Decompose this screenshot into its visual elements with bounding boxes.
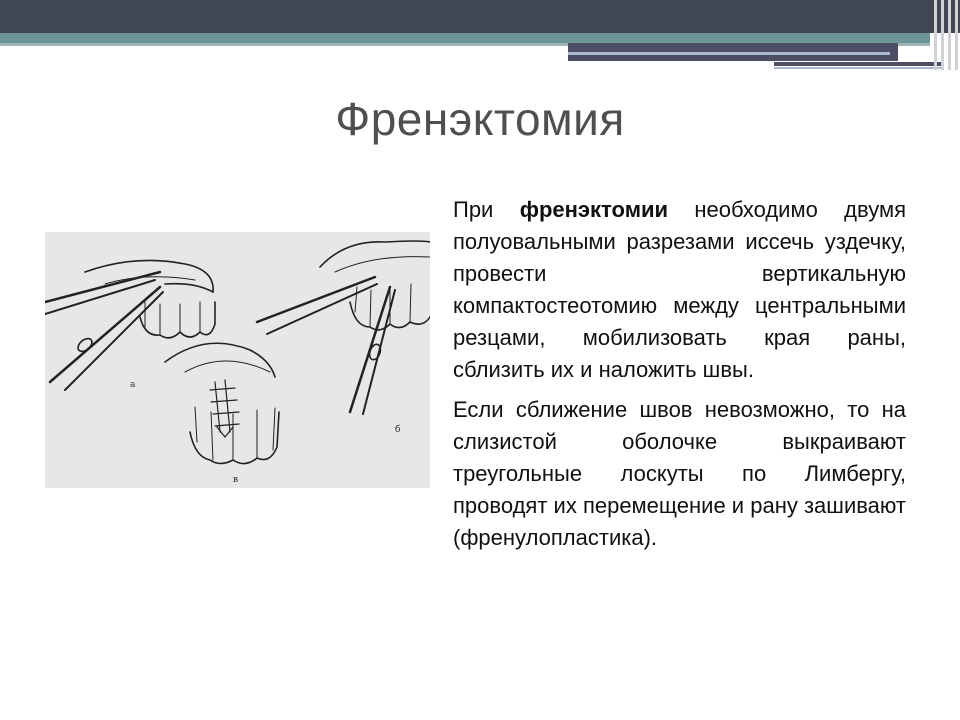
frenectomy-illustration bbox=[45, 232, 430, 488]
paragraph-2: Если сближение швов невозможно, то на слизистой оболочке выкраивают треугольные лоскуты по Лимбергу, проводят их перемещение и рану зашивают (френулопластика). bbox=[453, 397, 906, 550]
slide-body-text bbox=[453, 194, 906, 562]
header-stripes bbox=[930, 0, 960, 70]
header-bar bbox=[0, 0, 960, 33]
figure-label-a: а bbox=[130, 380, 136, 390]
header-right-line-lower bbox=[774, 62, 944, 66]
surgery-drawing bbox=[45, 232, 430, 488]
paragraph-1: При френэктомии необходимо двумя полуовальными разрезами иссечь уздечку, провести вертикальную компактостеотомию между центральными резцами, мобилизовать края раны, сблизить их и наложить швы. bbox=[453, 197, 907, 382]
header-accent-band bbox=[0, 33, 930, 43]
header-right-line-lower-thin bbox=[774, 67, 944, 69]
figure-label-v: в bbox=[233, 475, 239, 485]
figure-label-b: б bbox=[395, 425, 401, 435]
header-right-line bbox=[568, 52, 890, 55]
slide-title: Френэктомия bbox=[335, 93, 625, 145]
bold-term: френэктомии bbox=[519, 197, 669, 222]
